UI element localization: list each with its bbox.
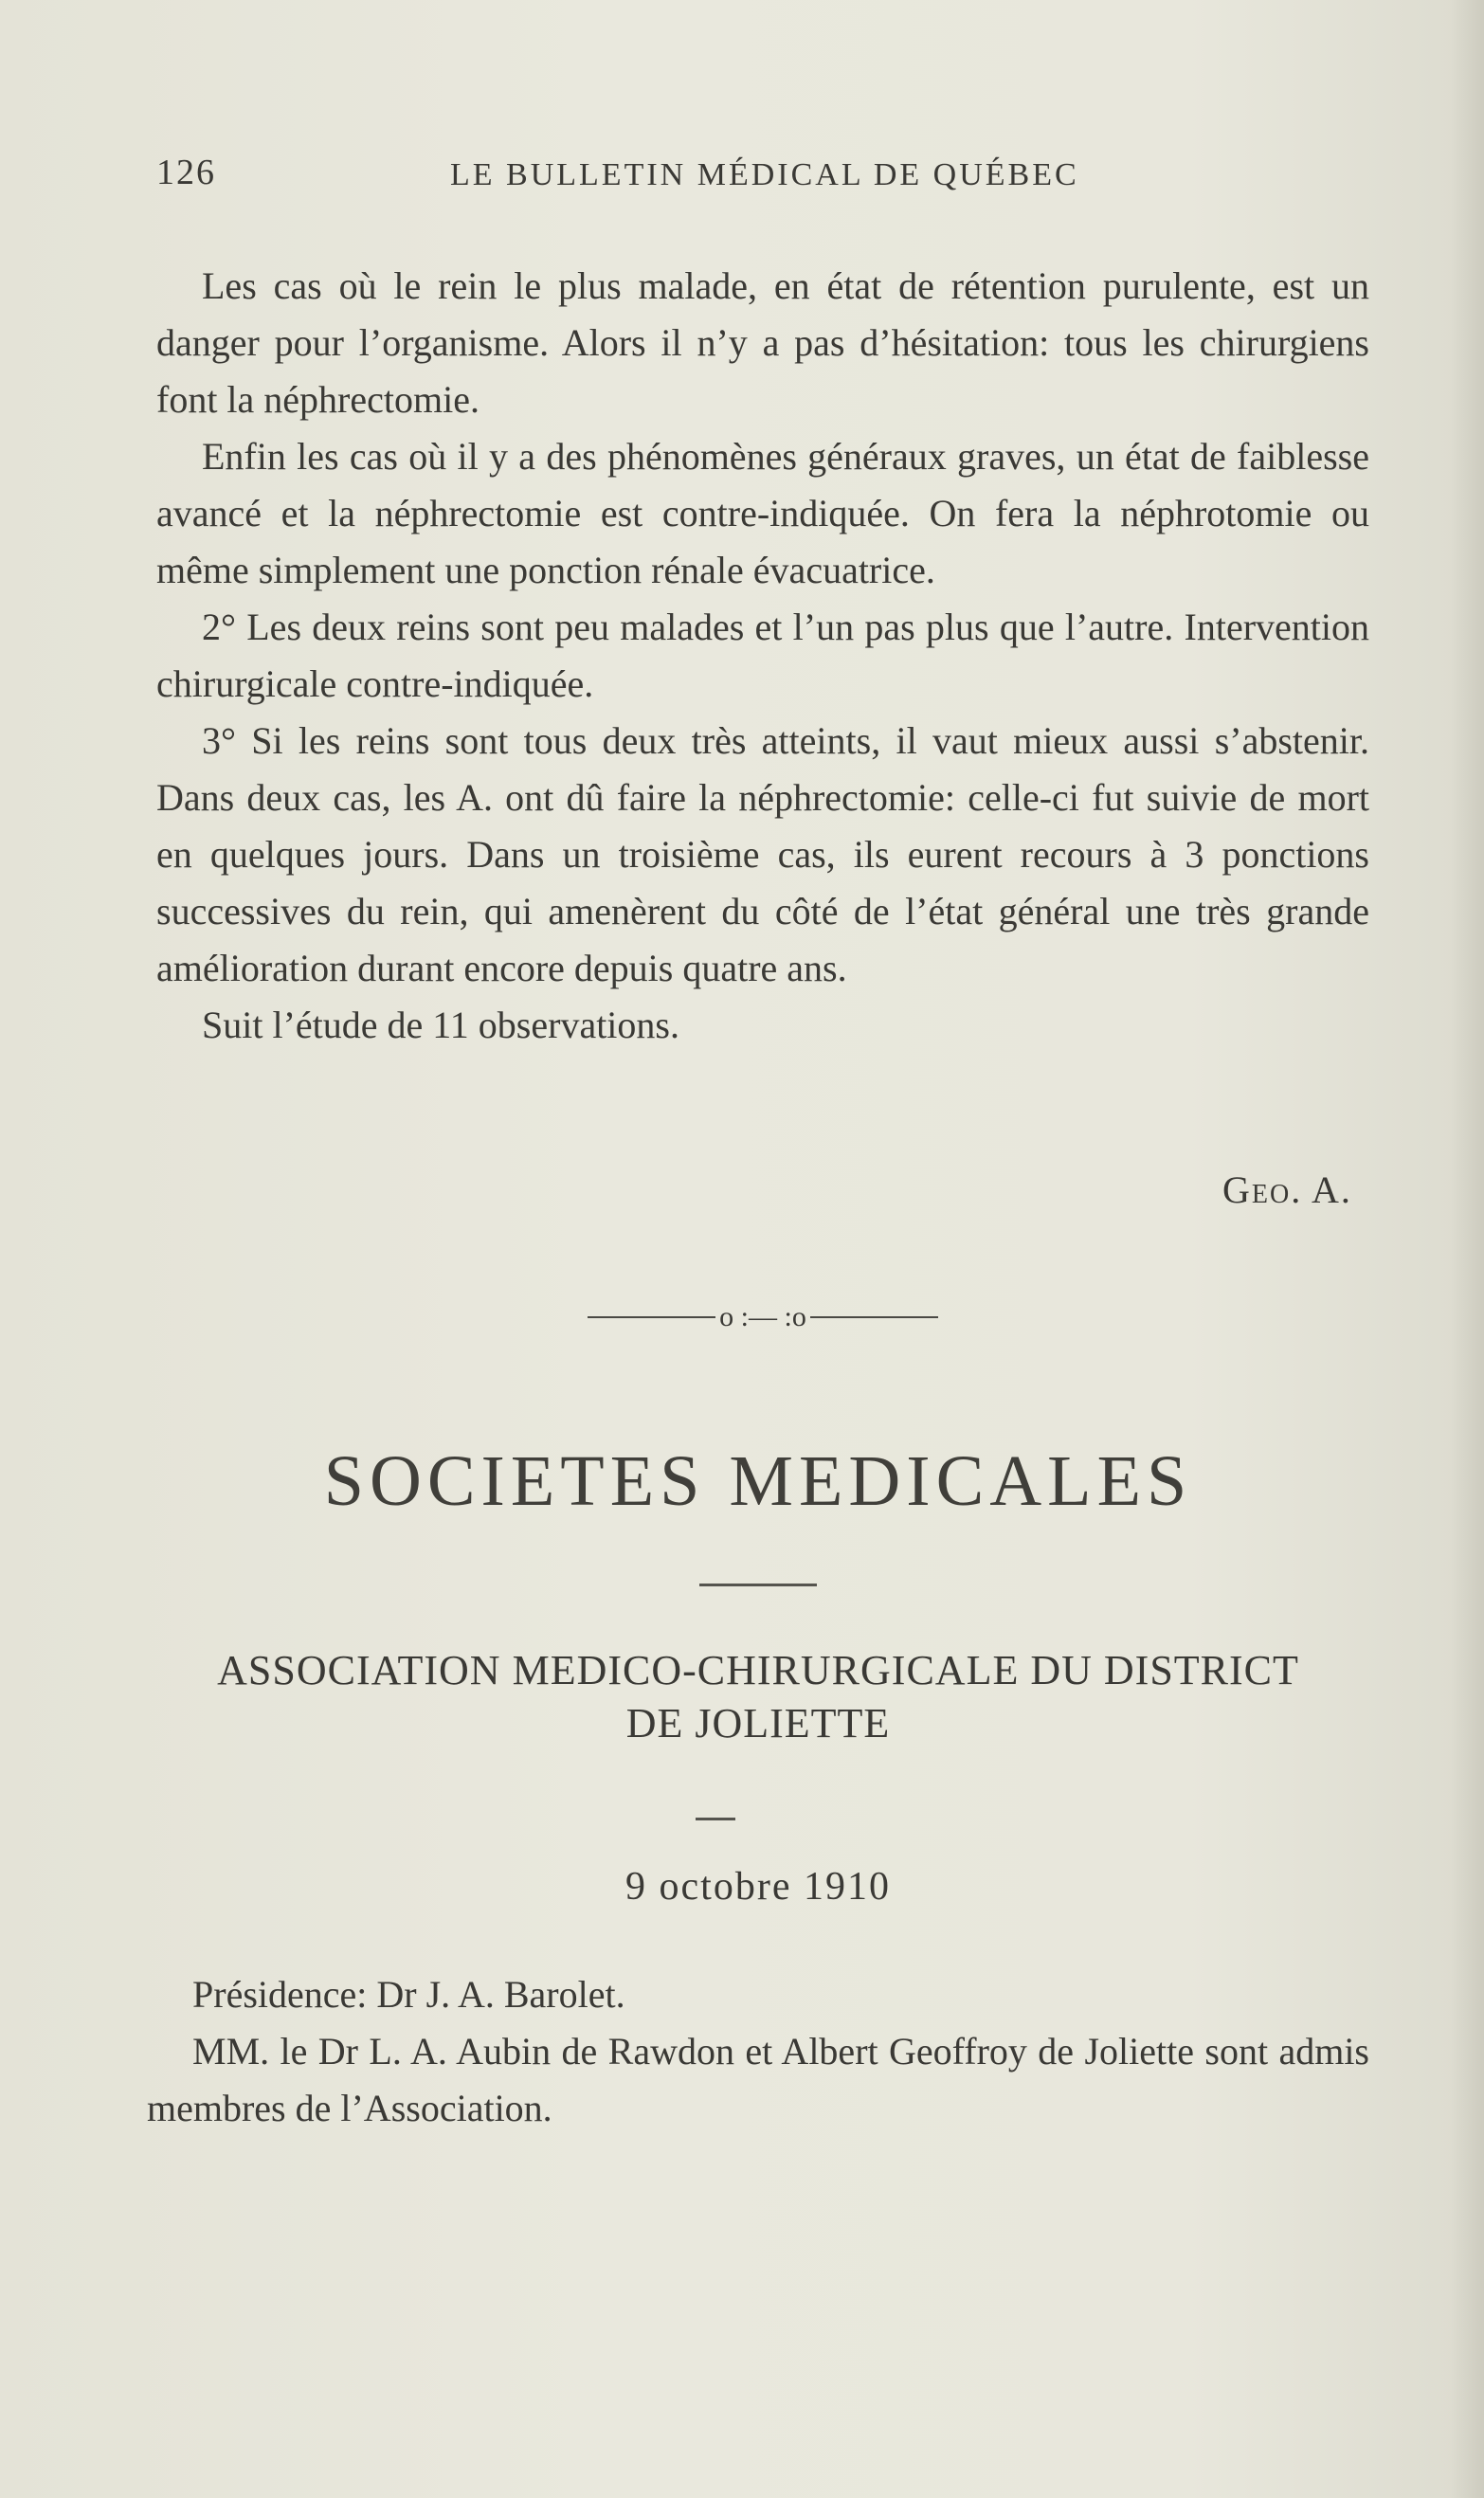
page-number: 126 (156, 153, 216, 192)
paragraph: Présidence: Dr J. A. Barolet. (192, 1973, 625, 2016)
divider-mark: o :— :o (719, 1301, 806, 1333)
paragraph: 3° Si les reins sont tous deux très atteints, il vaut mieux aussi s’abstenir. Dans deux cas, les A. ont dû faire la néphrectomie: celle-ci fut suivie de mort en quelques jours. Dans un troisième cas, ils eurent recours à 3 ponctions successives du rein, qui amenèrent du côté de l’état général une très grande amélioration durant encore depuis quatre ans. (156, 719, 1369, 989)
section-divider-ornament (569, 1296, 957, 1334)
paragraph: MM. le Dr L. A. Aubin de Rawdon et Albert Geoffroy de Joliette sont admis membres de l’Association. (147, 2030, 1369, 2129)
paragraph: Les cas où le rein le plus malade, en état de rétention purulente, est un danger pour l’organisme. Alors il n’y a pas d’hésitation: tous les chirurgiens font la néphrectomie. (156, 264, 1369, 421)
subtitle-line-1: ASSOCIATION MEDICO-CHIRURGICALE DU DISTRICT (217, 1647, 1299, 1693)
divider-rule-left (588, 1316, 715, 1318)
article-body (156, 258, 1369, 1054)
subtitle-dash (696, 1818, 735, 1820)
page-header (156, 152, 1104, 199)
title-underline (699, 1584, 817, 1586)
page-spine-shadow (1450, 0, 1484, 2498)
meeting-date: 9 octobre 1910 (625, 1865, 891, 1909)
running-title: LE BULLETIN MÉDICAL DE QUÉBEC (450, 157, 1079, 192)
section-title: SOCIETES MEDICALES (323, 1441, 1193, 1521)
article-signature: Geo. A. (1222, 1168, 1352, 1211)
paragraph: 2° Les deux reins sont peu malades et l’un pas plus que l’autre. Intervention chirurgicale contre-indiquée. (156, 606, 1369, 705)
paragraph: Enfin les cas où il y a des phénomènes généraux graves, un état de faiblesse avancé et la néphrectomie est contre-indiquée. On fera la néphrotomie ou même simplement une ponction rénale évacuatrice. (156, 435, 1369, 591)
section-subtitle (133, 1644, 1384, 1750)
meeting-minutes (147, 1966, 1369, 2137)
paragraph: Suit l’étude de 11 observations. (202, 1004, 679, 1046)
subtitle-line-2: DE JOLIETTE (625, 1700, 891, 1747)
divider-rule-right (810, 1316, 938, 1318)
